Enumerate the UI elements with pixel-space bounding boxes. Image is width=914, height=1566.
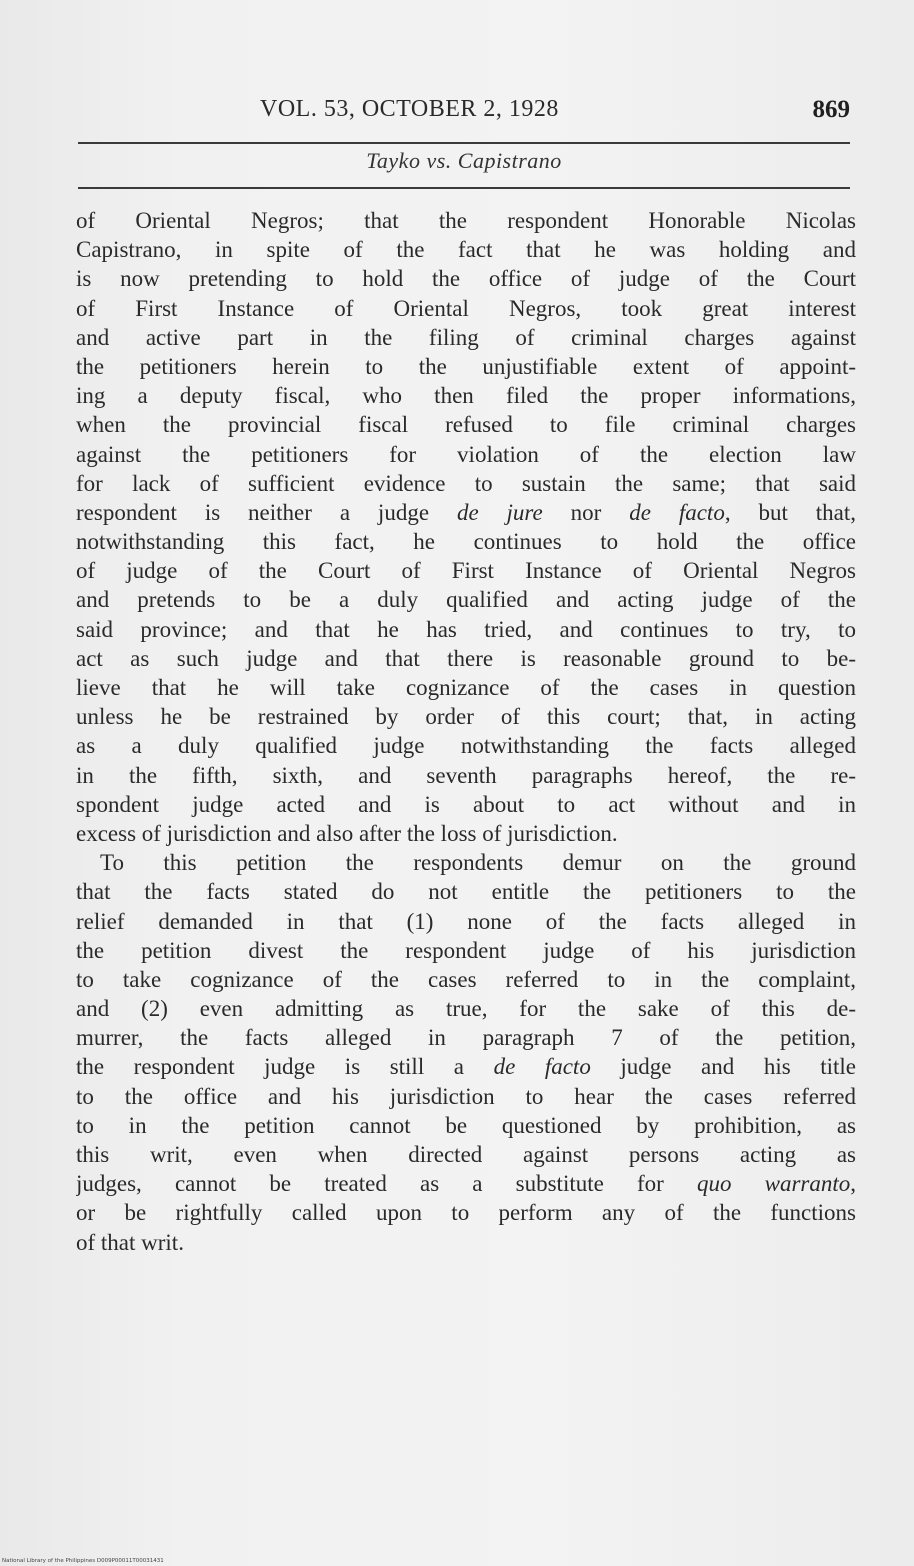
text-line: Capistrano, in spite of the fact that he was holding and (76, 237, 856, 263)
text-line: and pretends to be a duly qualified and acting judge of the (76, 587, 856, 613)
text-line: act as such judge and that there is reasonable ground to be- (76, 645, 856, 671)
text-line: To this petition the respondents demur on the ground (100, 850, 856, 876)
text-line: judges, cannot be treated as a substitute for quo warranto, (76, 1171, 856, 1197)
text-line: that the facts stated do not entitle the petitioners to the (76, 879, 856, 905)
italic-term: de jure (456, 499, 543, 525)
italic-term: de facto (629, 499, 725, 525)
text-line: lieve that he will take cognizance of the cases in question (76, 675, 856, 700)
text-line: notwithstanding this fact, he continues to hold the office (76, 529, 856, 555)
italic-term: quo warranto (696, 1171, 851, 1197)
text-line: or be rightfully called upon to perform any of the functions (76, 1200, 856, 1226)
running-head: VOL. 53, OCTOBER 2, 1928 (260, 96, 559, 122)
text-line: ing a deputy fiscal, who then filed the proper informations, (76, 383, 856, 409)
text-line: and active part in the filing of criminal charges against (76, 324, 856, 350)
text-line: for lack of sufficient evidence to sustain the same; that said (76, 470, 856, 496)
text-line: of Oriental Negros; that the respondent Honorable Nicolas (76, 208, 856, 233)
page-number: 869 (812, 96, 850, 123)
text-line: in the fifth, sixth, and seventh paragraphs hereof, the re- (76, 762, 856, 788)
text-line: and (2) even admitting as true, for the sake of this de- (76, 996, 856, 1022)
case-title: Tayko vs. Capistrano (366, 148, 562, 173)
footer-caption: National Library of the Philippines D009P00011T00031431 (2, 1558, 164, 1564)
page-header (78, 96, 850, 132)
text-line: of that writ. (76, 1229, 184, 1255)
header-rule-top (78, 142, 850, 144)
text-line: excess of jurisdiction and also after the loss of jurisdiction. (76, 820, 618, 846)
text-line: when the provincial fiscal refused to file criminal charges (76, 412, 856, 438)
text-line: unless he be restrained by order of this court; that, in acting (76, 704, 856, 730)
text-line: as a duly qualified judge notwithstanding the facts alleged (76, 733, 856, 759)
text-line: to in the petition cannot be questioned by prohibition, as (76, 1112, 856, 1138)
header-rule-bottom (78, 187, 850, 189)
text-line: of First Instance of Oriental Negros, took great interest (76, 295, 856, 321)
text-line: this writ, even when directed against persons acting as (76, 1142, 856, 1167)
text-line: the petitioners herein to the unjustifiable extent of appoint- (76, 353, 856, 379)
text-line: the petition divest the respondent judge of his jurisdiction (76, 937, 856, 963)
italic-term: de facto (493, 1054, 591, 1080)
text-line: against the petitioners for violation of the election law (76, 441, 856, 467)
text-line: is now pretending to hold the office of judge of the Court (76, 266, 856, 292)
text-line: spondent judge acted and is about to act without and in (76, 791, 856, 817)
text-line: murrer, the facts alleged in paragraph 7 of the petition, (76, 1025, 856, 1051)
text-line: the respondent judge is still a de facto judge and his title (76, 1054, 856, 1080)
text-line: to the office and his jurisdiction to hear the cases referred (76, 1083, 856, 1109)
text-line: of judge of the Court of First Instance of Oriental Negros (76, 558, 856, 584)
body-text (76, 206, 856, 1257)
text-line: relief demanded in that (1) none of the facts alleged in (76, 908, 856, 934)
text-line: said province; and that he has tried, and continues to try, to (76, 616, 856, 642)
text-line: to take cognizance of the cases referred to in the complaint, (76, 966, 856, 992)
text-line: respondent is neither a judge de jure nor de facto, but that, (76, 499, 856, 525)
